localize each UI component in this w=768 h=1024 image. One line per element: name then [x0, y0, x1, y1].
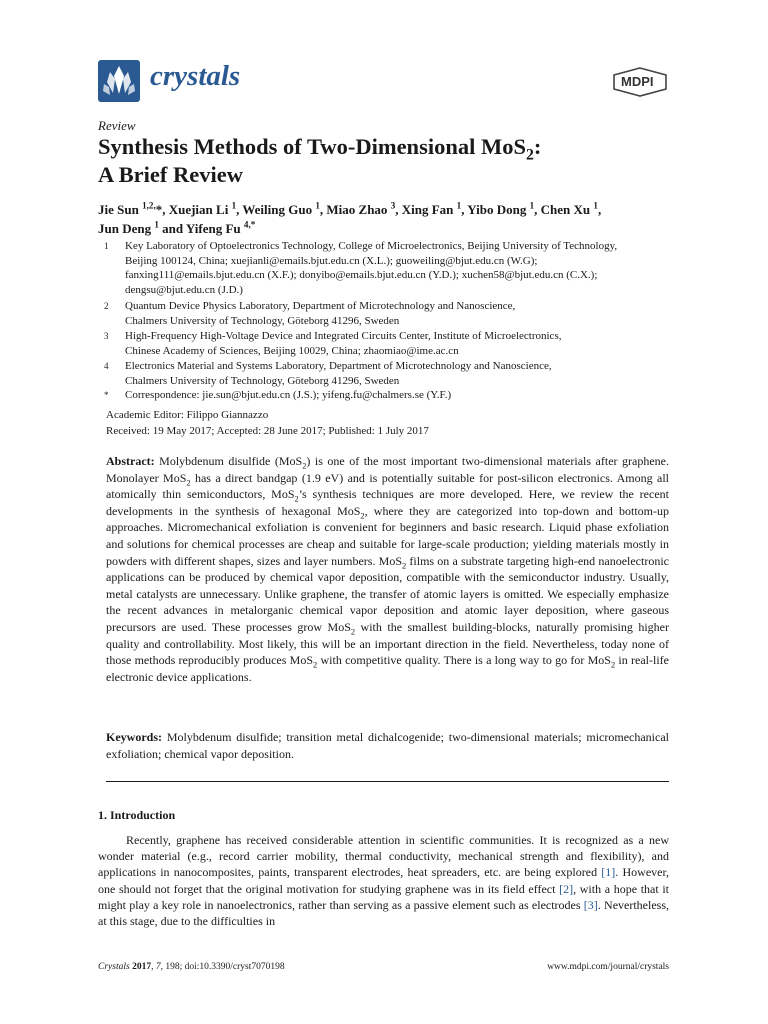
- abstract-segment: with competitive quality. There is a long way to go for MoS: [317, 653, 611, 668]
- journal-logo: [98, 60, 140, 102]
- publisher-name: MDPI: [621, 74, 654, 89]
- title-line2: A Brief Review: [98, 162, 243, 187]
- abstract-segment: Molybdenum disulfide (MoS: [159, 454, 303, 468]
- affiliation: [98, 299, 676, 328]
- author-list: [98, 200, 678, 238]
- subscript: 2: [402, 560, 407, 570]
- author-name[interactable]: Jun Deng: [98, 221, 152, 236]
- author-name[interactable]: Miao Zhao: [326, 202, 388, 217]
- footer-doi: , 198; doi:10.3390/cryst7070198: [160, 962, 285, 972]
- affiliation-text: Key Laboratory of Optoelectronics Technology, College of Microelectronics, Beijing University of Technology, Beijing 100124, China; xuejianli@emails.bjut.edu.cn (X.L.); guoweiling@bjut.edu.cn (W.G); fanxing111@emails.bjut.edu.cn (X.F.); donyibo@emails.bjut.edu.cn (Y.D.); xuchen58@bjut.edu.cn (C.X.); dengsu@bjut.edu.cn (J.D.): [125, 240, 618, 296]
- title-line1: Synthesis Methods of Two-Dimensional MoS: [98, 134, 526, 159]
- intro-segment: . However, one should not forget that the original motivation for studying graphene was in its field effect: [98, 865, 670, 896]
- author-name[interactable]: Chen Xu: [540, 202, 591, 217]
- affiliation: [98, 239, 676, 297]
- abstract-segment: films on a substrate targeting high-end nanoelectronic applications can be produced by chemical vapor deposition, compatible with the semiconductor industry. Usually, metal catalysts are unnecessary. Unlike graphene, the transfer of atomic layers is omitted. We especially emphasize the recent advances in metalorganic chemical vapor deposition and atomic layer deposition, where gaseous precursors are used. These processes grow MoS: [106, 553, 669, 634]
- section-heading: 1. Introduction: [98, 808, 176, 822]
- intro-segment: , with a hope that it might play a key role in nanoelectronics, rather than serving as a passive element such as electrodes: [98, 881, 669, 912]
- article-type: Review: [98, 118, 136, 133]
- affiliation: [98, 329, 676, 358]
- affiliation-text: Correspondence: jie.sun@bjut.edu.cn (J.S.); yifeng.fu@chalmers.se (Y.F.): [125, 389, 452, 401]
- crystal-icon: [98, 60, 140, 102]
- divider: [106, 781, 669, 782]
- subscript: 2: [350, 627, 356, 637]
- author-affiliation-mark: 1: [231, 200, 237, 211]
- abstract-segment: , where they are categorized into top-down and bottom-up approaches. Micromechanical exfoliation is convenient for beginners and basic research. Liquid phase exfoliation and solutions for chemical processes are cheap and suitable for large-scale production; yielding materials mostly in powders with different shapes, sizes and layer numbers. MoS: [106, 503, 669, 568]
- subscript: 2: [294, 494, 299, 504]
- footer-journal: Crystals: [98, 962, 130, 972]
- title-subscript: 2: [525, 146, 534, 164]
- reference-link[interactable]: [1]: [601, 865, 616, 880]
- affiliation-number: *: [104, 390, 109, 400]
- author-name[interactable]: Yibo Dong: [467, 202, 527, 217]
- author-name[interactable]: Xing Fan: [401, 202, 454, 217]
- keywords-text: Molybdenum disulfide; transition metal dichalcogenide; two-dimensional materials; micromechanical exfoliation; chemical vapor deposition.: [106, 730, 669, 761]
- title-colon: :: [533, 134, 542, 159]
- subscript: 2: [313, 660, 318, 670]
- abstract-body: [106, 454, 669, 684]
- reference-link[interactable]: [3]: [583, 897, 598, 912]
- author-affiliation-mark: 1: [154, 219, 159, 230]
- authors-line1: Jie Sun $^{1,2,}$*, Xuejian Li $^1$, Weiling Guo $^1$, Miao Zhao $^3$, Xing Fan $^1$, Yibo Dong $^1$, Chen Xu $^1$,: [98, 200, 602, 217]
- introduction-text: [98, 832, 669, 929]
- affiliation-text: Quantum Device Physics Laboratory, Department of Microtechnology and Nanoscience, Chalmers University of Technology, Göteborg 41296, Sweden: [125, 300, 516, 327]
- keywords-label: Keywords:: [106, 730, 162, 744]
- abstract-label: Abstract:: [106, 454, 155, 468]
- author-name[interactable]: Yifeng Fu: [185, 221, 241, 236]
- journal-name[interactable]: crystals: [150, 60, 241, 92]
- article-title: [98, 133, 678, 189]
- subscript: 2: [610, 660, 616, 670]
- footer-year: 2017: [132, 962, 152, 972]
- affiliation: [98, 359, 676, 388]
- footer-volume: 7: [155, 962, 161, 972]
- author-name[interactable]: Weiling Guo: [242, 202, 313, 217]
- abstract-segment: with the smallest building-blocks, naturally promising higher quality and controllability. Most likely, this will be an important direction in the field. Nevertheless, today none of those methods reproducibly produces MoS: [106, 619, 670, 668]
- reference-link[interactable]: [2]: [559, 881, 574, 896]
- subscript: 2: [360, 511, 365, 521]
- authors-line2: Jun Deng $^1$ and Yifeng Fu $^{4,*}$: [98, 219, 256, 236]
- keywords: [106, 729, 669, 762]
- author-affiliation-mark: 3: [390, 200, 396, 211]
- author-affiliation-mark: 1,2,: [142, 200, 156, 211]
- author-affiliation-mark: 1: [593, 200, 598, 211]
- abstract-segment: has a direct bandgap (1.9 eV) and is potentially suitable for post-silicon electronics. Among all atomically thin semiconductors, MoS: [106, 470, 669, 502]
- affiliation: [98, 388, 676, 403]
- author-affiliation-mark: 1: [529, 200, 535, 211]
- corresponding-mark: *: [155, 202, 163, 217]
- abstract-segment: ) is one of the most important two-dimensional materials after graphene. Monolayer MoS: [106, 454, 670, 485]
- affiliation-text: High-Frequency High-Voltage Device and Integrated Circuits Center, Institute of Microelectronics, Chinese Academy of Sciences, Beijing 10029, China; zhaomiao@ime.ac.cn: [125, 330, 562, 357]
- subscript: 2: [302, 461, 307, 471]
- intro-paragraph: [98, 832, 669, 929]
- abstract: [106, 453, 669, 685]
- author-affiliation-mark: 1: [456, 200, 462, 211]
- academic-editor: Academic Editor: Filippo Giannazzo: [106, 409, 269, 421]
- affiliation-number: 4: [104, 361, 109, 371]
- subscript: 2: [186, 477, 191, 487]
- footer-citation: Crystals 2017, 7, 198; doi:10.3390/cryst7070198: [98, 962, 285, 972]
- affiliation-number: 1: [104, 241, 109, 251]
- intro-segment: . Nevertheless, at this stage, due to the difficulties in: [98, 897, 670, 929]
- mdpi-logo[interactable]: [612, 67, 668, 97]
- abstract-segment: ’s synthesis techniques are more developed. Here, we review the recent developments in the synthesis of hexagonal MoS: [106, 487, 669, 518]
- author-name[interactable]: Jie Sun: [98, 202, 139, 217]
- intro-segment: Recently, graphene has received considerable attention in scientific communities. It is recognized as a new wonder material (e.g., record carrier mobility, thermal conductivity, mechanical strength and flexibility), and applications in nanocomposites, paints, transparent electrodes, heat spreaders, etc. are being explored: [98, 833, 669, 880]
- affiliation-number: 2: [104, 301, 109, 311]
- author-name[interactable]: Xuejian Li: [168, 202, 229, 217]
- affiliation-text: Electronics Material and Systems Laboratory, Department of Microtechnology and Nanoscience, Chalmers University of Technology, Göteborg 41296, Sweden: [125, 360, 552, 387]
- affiliation-number: 3: [104, 331, 109, 341]
- author-affiliation-mark: 4,*: [243, 219, 256, 230]
- abstract-segment: in real-life electronic device applications.: [106, 653, 669, 684]
- publication-dates: Received: 19 May 2017; Accepted: 28 June 2017; Published: 1 July 2017: [106, 425, 429, 437]
- author-affiliation-mark: 1: [315, 200, 320, 211]
- footer-url[interactable]: www.mdpi.com/journal/crystals: [547, 962, 669, 972]
